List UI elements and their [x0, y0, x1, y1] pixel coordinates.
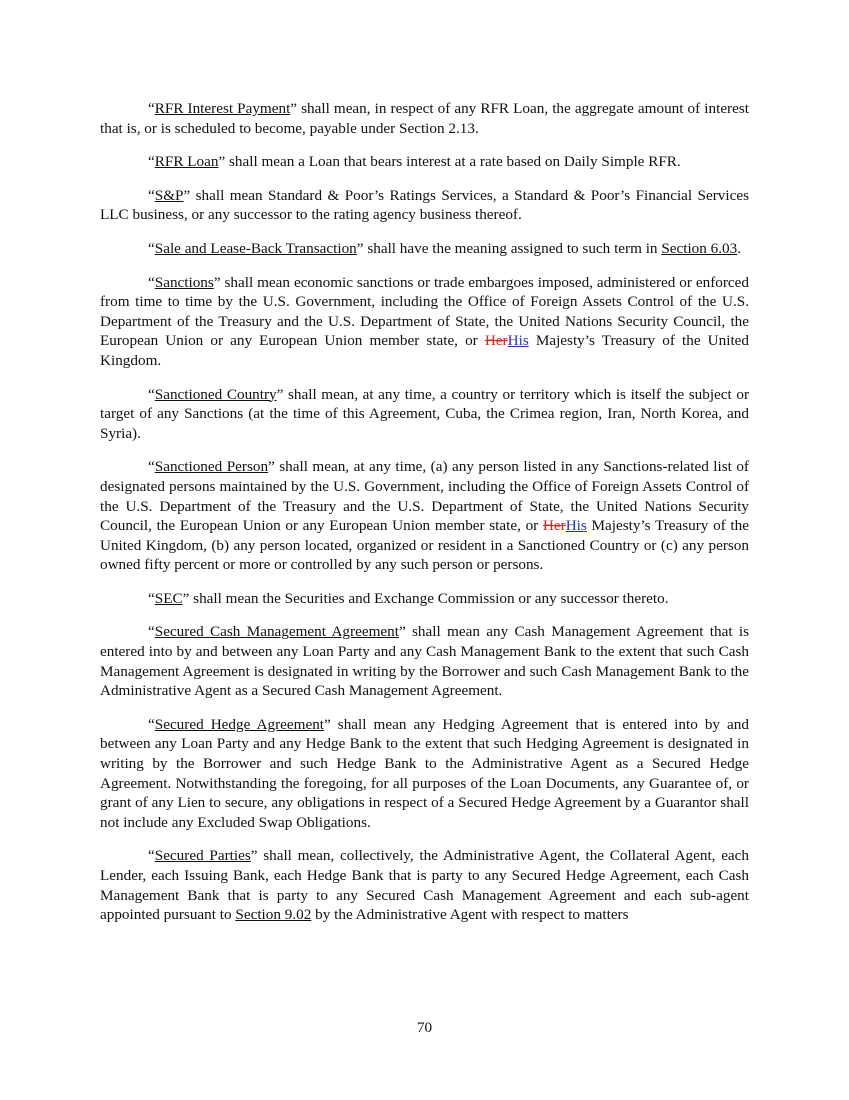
quote-close: ”	[356, 239, 364, 257]
inserted-text: His	[507, 332, 529, 350]
quote-open: “	[148, 715, 155, 733]
quote-open: “	[148, 239, 155, 257]
definition-secured-parties	[100, 846, 749, 924]
definition-text: shall mean, at any time, a country or territory which is itself the subject or target of any Sanctions (at the time of this Agreement, Cuba, the Crimea region, Iran, North Korea, and Syria).	[100, 385, 750, 442]
definition-text: shall have the meaning assigned to such term in	[363, 239, 662, 257]
quote-close: ”	[324, 715, 331, 733]
definition-text: shall mean economic sanctions or trade embargoes imposed, administered or enforced from time to time by the U.S. Government, including the Office of Foreign Assets Control of the U.S. Department of the Treasury and the U.S. Department of State, the United Nations Security Council, the European Union or any European Union member state, or	[100, 273, 749, 350]
definition-text: shall mean, collectively, the Administrative Agent, the Collateral Agent, each Lender, each Issuing Bank, each Hedge Bank that is party to any Secured Hedge Agreement, each Cash Management Bank that is party to any Secured Cash Management Agreement and each sub-agent appointed pursuant to	[100, 847, 750, 924]
quote-open: “	[148, 847, 155, 865]
quote-close: ”	[268, 458, 275, 476]
definition-text: shall mean, in respect of any RFR Loan, the aggregate amount of interest that is, or is scheduled to become, payable under Section 2.13.	[100, 100, 749, 137]
defined-term: RFR Loan	[154, 153, 219, 171]
quote-close: ”	[276, 385, 284, 403]
quote-open: “	[148, 385, 155, 403]
defined-term: Secured Cash Management Agreement	[154, 623, 399, 641]
quote-close: ”	[213, 273, 221, 291]
inserted-text: His	[565, 517, 587, 535]
defined-term: Sanctions	[154, 273, 214, 291]
section-reference: Section 9.02	[235, 906, 312, 924]
defined-term: Sanctioned Country	[154, 385, 277, 403]
quote-open: “	[148, 186, 155, 204]
definition-text: shall mean a Loan that bears interest at a rate based on Daily Simple RFR.	[225, 153, 681, 171]
definition-text: shall mean any Hedging Agreement that is entered into by and between any Loan Party and any Hedge Bank to the extent that such Hedging Agreement is designated in writing by the Borrower and such Hedge Bank to the Administrative Agent as a Secured Hedge Agreement. Notwithstanding the foregoing, for all purposes of the Loan Documents, any Guarantee of, or grant of any Lien to secure, any obligations in respect of a Secured Hedge Agreement by a Guarantor shall not include any Excluded Swap Obligations.	[100, 715, 749, 831]
definition-sanctions	[100, 273, 749, 371]
defined-term: Secured Hedge Agreement	[154, 715, 325, 733]
quote-close: ”	[290, 100, 298, 117]
quote-open: “	[148, 589, 155, 607]
defined-term: Secured Parties	[154, 847, 251, 865]
definition-text: shall mean, at any time, (a) any person listed in any Sanctions-related list of designated persons maintained by the U.S. Government, including the Office of Foreign Assets Control of the U.S. Department of the Treasury and the U.S. Department of State, the United Nations Security Council, the European Union or any European Union member state, or	[100, 458, 749, 535]
definition-sec	[100, 589, 749, 609]
defined-term: Sale and Lease-Back Transaction	[154, 239, 357, 257]
quote-close: ”	[250, 847, 258, 865]
definition-text-end: Majesty’s Treasury of the United Kingdom, (b) any person located, organized or resident in a Sanctioned Country or (c) any person owned fifty percent or more or controlled by any such person or persons.	[100, 517, 749, 574]
quote-close: ”	[182, 589, 190, 607]
quote-close: ”	[183, 186, 191, 204]
defined-term: S&P	[154, 186, 184, 204]
definition-sanctioned-country	[100, 385, 749, 444]
definition-rfr-interest-payment	[100, 99, 749, 138]
definition-text: shall mean the Securities and Exchange Commission or any successor thereto.	[189, 589, 669, 607]
definition-text-end: by the Administrative Agent with respect to matters	[311, 906, 629, 924]
quote-open: “	[148, 273, 155, 291]
quote-close: ”	[218, 153, 226, 171]
deleted-text: Her	[542, 517, 566, 535]
definition-s-and-p	[100, 186, 749, 225]
deleted-text: Her	[484, 332, 508, 350]
defined-term: SEC	[154, 589, 183, 607]
definition-secured-hedge-agreement	[100, 715, 749, 833]
defined-term: Sanctioned Person	[154, 458, 269, 476]
quote-open: “	[148, 458, 155, 476]
definition-text-end: Majesty’s Treasury of the United Kingdom.	[100, 332, 749, 369]
quote-open: “	[148, 623, 155, 641]
quote-open: “	[148, 100, 155, 117]
definition-text: shall mean Standard & Poor’s Ratings Services, a Standard & Poor’s Financial Services LLC business, or any successor to the rating agency business thereof.	[100, 186, 749, 224]
document-page	[100, 99, 749, 939]
definition-sanctioned-person	[100, 457, 749, 575]
section-reference: Section 6.03	[661, 239, 738, 257]
definition-text-end: .	[737, 239, 742, 257]
defined-term: RFR Interest Payment	[154, 100, 291, 117]
definition-sale-and-lease-back	[100, 239, 749, 259]
quote-open: “	[148, 153, 155, 171]
definition-text: shall mean any Cash Management Agreement that is entered into by and between any Loan Party and any Cash Management Bank to the extent that such Cash Management Agreement is designated in writing by the Borrower and such Cash Management Bank to the Administrative Agent as a Secured Cash Management Agreement.	[100, 623, 749, 700]
page-number: 70	[416, 1019, 433, 1036]
definition-rfr-loan	[100, 152, 749, 172]
quote-close: ”	[398, 623, 406, 641]
definition-secured-cash-management-agreement	[100, 622, 749, 700]
